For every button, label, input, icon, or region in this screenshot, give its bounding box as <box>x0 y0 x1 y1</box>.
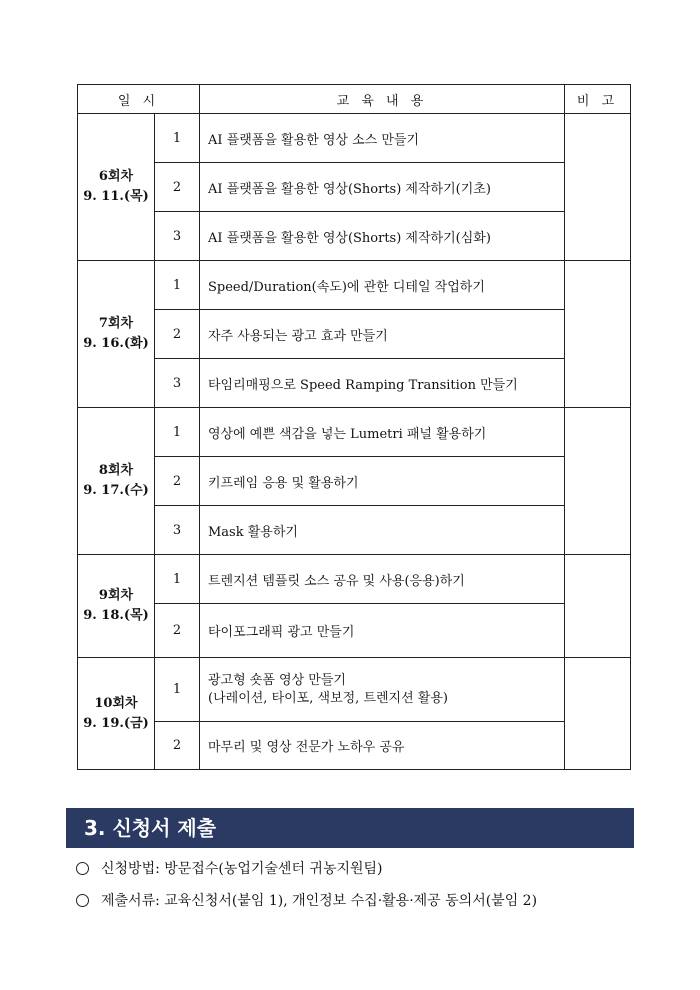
table-row <box>78 722 631 770</box>
table-row <box>78 114 631 163</box>
row-number: 2 <box>155 457 200 506</box>
session-cell <box>78 555 155 658</box>
session-date: 9. 18.(목) <box>83 608 149 623</box>
session-cell <box>78 261 155 408</box>
table-row <box>78 212 631 261</box>
row-content: 영상에 예쁜 색감을 넣는 Lumetri 패널 활용하기 <box>200 408 565 457</box>
table-row <box>78 310 631 359</box>
session-round: 8회차 <box>98 463 134 478</box>
row-content: 트렌지션 템플릿 소스 공유 및 사용(응용)하기 <box>200 555 565 604</box>
row-number: 1 <box>155 555 200 604</box>
row-content: AI 플랫폼을 활용한 영상(Shorts) 제작하기(기초) <box>200 163 565 212</box>
row-content: AI 플랫폼을 활용한 영상 소스 만들기 <box>200 114 565 163</box>
bullet-text: 제출서류: 교육신청서(붙임 1), 개인정보 수집·활용·제공 동의서(붙임 2) <box>101 893 538 909</box>
row-content: 타임리매핑으로 Speed Ramping Transition 만들기 <box>200 359 565 408</box>
table-row <box>78 261 631 310</box>
remarks-cell <box>565 555 631 658</box>
session-date: 9. 17.(수) <box>83 483 149 498</box>
session-date: 9. 11.(목) <box>83 189 149 204</box>
table-row <box>78 359 631 408</box>
row-content: Speed/Duration(속도)에 관한 디테일 작업하기 <box>200 261 565 310</box>
remarks-cell <box>565 408 631 555</box>
session-round: 7회차 <box>98 316 134 331</box>
table-row <box>78 457 631 506</box>
row-number: 1 <box>155 658 200 722</box>
row-content: Mask 활용하기 <box>200 506 565 555</box>
row-number: 2 <box>155 310 200 359</box>
row-content: 키프레임 응용 및 활용하기 <box>200 457 565 506</box>
session-cell <box>78 658 155 770</box>
row-number: 1 <box>155 261 200 310</box>
session-round: 6회차 <box>98 169 134 184</box>
header-remarks: 비 고 <box>565 85 631 114</box>
remarks-cell <box>565 261 631 408</box>
header-datetime: 일 시 <box>78 85 200 114</box>
row-number: 3 <box>155 506 200 555</box>
row-content: AI 플랫폼을 활용한 영상(Shorts) 제작하기(심화) <box>200 212 565 261</box>
session-round: 10회차 <box>94 695 138 711</box>
table-row <box>78 408 631 457</box>
table-row <box>78 604 631 658</box>
circle-bullet-icon <box>76 862 89 875</box>
table-header-row <box>78 85 631 114</box>
row-content: 자주 사용되는 광고 효과 만들기 <box>200 310 565 359</box>
row-content: 타이포그래픽 광고 만들기 <box>200 604 565 658</box>
session-date: 9. 19.(금) <box>83 715 149 731</box>
row-content <box>200 658 565 722</box>
row-number: 1 <box>155 408 200 457</box>
row-number: 2 <box>155 604 200 658</box>
row-number: 3 <box>155 212 200 261</box>
table-row <box>78 555 631 604</box>
session-date: 9. 16.(화) <box>83 336 149 351</box>
remarks-cell <box>565 114 631 261</box>
row-number: 3 <box>155 359 200 408</box>
table-row <box>78 163 631 212</box>
row-content-line2: (나레이션, 타이포, 색보정, 트렌지션 활용) <box>208 690 448 706</box>
schedule-table <box>77 84 631 770</box>
row-content: 마무리 및 영상 전문가 노하우 공유 <box>200 722 565 770</box>
session-cell <box>78 114 155 261</box>
bullet-text: 신청방법: 방문접수(농업기술센터 귀농지원팀) <box>101 861 383 877</box>
row-number: 2 <box>155 722 200 770</box>
table-row <box>78 506 631 555</box>
bullet-item <box>76 858 383 878</box>
remarks-cell <box>565 658 631 770</box>
section-title: 3. 신청서 제출 <box>66 808 634 848</box>
row-number: 1 <box>155 114 200 163</box>
circle-bullet-icon <box>76 894 89 907</box>
session-cell <box>78 408 155 555</box>
header-content: 교 육 내 용 <box>200 85 565 114</box>
table-row <box>78 658 631 722</box>
row-content-line1: 광고형 숏폼 영상 만들기 <box>208 672 346 688</box>
bullet-item <box>76 890 537 910</box>
session-round: 9회차 <box>98 588 134 603</box>
row-number: 2 <box>155 163 200 212</box>
